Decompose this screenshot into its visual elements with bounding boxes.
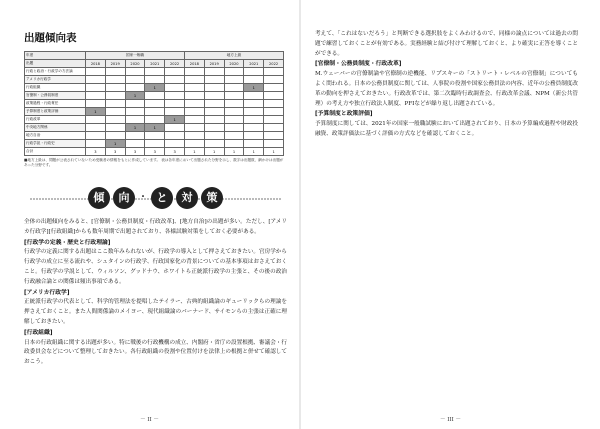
table-cell (244, 140, 264, 148)
table-cell (86, 92, 106, 100)
table-cell (244, 108, 264, 116)
banner-title (88, 187, 223, 209)
table-cell: 1 (86, 108, 106, 116)
table-cell (204, 132, 224, 140)
table-cell (184, 100, 204, 108)
table-cell (184, 108, 204, 116)
table-cell: 3 (105, 148, 125, 156)
table-cell (244, 100, 264, 108)
table-cell (86, 76, 106, 84)
table-cell (86, 100, 106, 108)
table-row (25, 92, 284, 100)
row-label: 行政学説・行政史 (25, 140, 86, 148)
table-cell (125, 108, 145, 116)
table-cell (244, 92, 264, 100)
table-row (25, 116, 284, 124)
table-cell (165, 92, 185, 100)
section-heading: [予算制度と政策評価] (315, 111, 373, 118)
intro-paragraph: 全体の出題傾向をみると、[官僚制・公務員制度・行政改革]、[地方自治]の出題が多い。ただし、[アメリカ行政学][行政組織]からも数年周期で出題されており、各様試験対策をしておく必要がある。 (24, 219, 287, 235)
left-sections (24, 239, 287, 368)
table-cell (224, 108, 244, 116)
table-cell: 1 (145, 84, 165, 92)
table-cell (86, 84, 106, 92)
page-title: 出題傾向表 (24, 32, 77, 44)
table-cell (244, 132, 264, 140)
row-label: 行政組織 (25, 84, 86, 92)
table-cell (184, 140, 204, 148)
year-header: 2021 (244, 60, 264, 68)
table-cell: 1 (204, 148, 224, 156)
table-cell (105, 116, 125, 124)
table-cell (264, 108, 284, 116)
row-label: 官僚制・公務員制度 (25, 92, 86, 100)
table-cell (125, 100, 145, 108)
section-heading: [行政学の定義・歴史と行政理論] (24, 239, 111, 246)
table-cell (244, 68, 264, 76)
banner-separator: ・ (138, 192, 148, 203)
year-header: 2022 (165, 60, 185, 68)
table-cell (264, 76, 284, 84)
banner-char: 対 (176, 187, 198, 209)
table-cell: 3 (145, 148, 165, 156)
table-cell (105, 92, 125, 100)
table-cell (184, 132, 204, 140)
right-intro-paragraph: 考えて、「これはないだろう」と判断できる選択肢をよくみわけるので、同様の論点については過去の問題で練習しておくことが有効である。実務経験と結び付けて理解しておくと、より確実に正答を導くことができる。 (315, 31, 578, 57)
table-row (25, 84, 284, 92)
table-cell (224, 140, 244, 148)
table-cell: 1 (244, 148, 264, 156)
table-cell (165, 76, 185, 84)
section-body: 日本の行政組織に関する出題が多い。特に戦後の行政機構の成立、内閣府・省庁の設置根拠、審議会・行政委員会などについて整理しておきたい。各行政組織の役割や位置付けを法律上の根拠と併せて確認しておこう。 (24, 339, 287, 366)
table-cell (165, 100, 185, 108)
table-cell (224, 68, 244, 76)
right-page (301, 0, 600, 429)
table-cell (204, 140, 224, 148)
table-cell (224, 124, 244, 132)
table-cell: 1 (125, 124, 145, 132)
table-cell (145, 132, 165, 140)
table-cell (86, 124, 106, 132)
table-cell (125, 140, 145, 148)
year-header: 2019 (105, 60, 125, 68)
table-cell (264, 116, 284, 124)
section-body: M.ウェーバーの官僚制論や官僚制の逆機能、リプスキーの「ストリート・レベルの官僚制」についてもよく問われる。日本の公務員制度に関しては、人事院の役割や国家公務員法の内容、近年の公務員制度改革の動向を押さえておきたい。行政改革では、第二次臨時行政調査会、行政改革会議、NPM（新公共管理）の考え方や独立行政法人制度、PFIなどが繰り返し出題されている。 (315, 71, 578, 107)
table-cell (105, 100, 125, 108)
banner-char: 向 (113, 187, 135, 209)
table-cell (86, 140, 106, 148)
table-cell (264, 68, 284, 76)
table-cell (204, 68, 224, 76)
table-cell: 1 (125, 92, 145, 100)
year-header: 2022 (264, 60, 284, 68)
trend-table (24, 51, 284, 156)
section-body: 行政学の定義に関する出題はここ数年みられないが、行政学の導入として押さえておきたい。官房学から行政学の成立に至る流れや、シュタインの行政学、行政国家化の背景についての基本事項はおさえておくこと。行政学の学説として、ウィルソン、グッドナウ、ホワイトら正統派行政学の主張と、その後の政治行政融合論との関係は頻出事項である。 (24, 249, 287, 285)
table-cell (145, 116, 165, 124)
table-cell (244, 116, 264, 124)
row-label: 政策過程・行政責任 (25, 100, 86, 108)
table-cell: 3 (165, 148, 185, 156)
table-cell (125, 68, 145, 76)
table-cell (165, 124, 185, 132)
table-cell (224, 92, 244, 100)
table-cell (204, 100, 224, 108)
row-label: 地方自治 (25, 132, 86, 140)
row-label: 合計 (25, 148, 86, 156)
year-header: 2020 (224, 60, 244, 68)
table-cell: 3 (125, 148, 145, 156)
table-cell (165, 68, 185, 76)
table-cell (224, 100, 244, 108)
table-cell (184, 116, 204, 124)
table-row (25, 76, 284, 84)
table-cell (105, 108, 125, 116)
year-header: 2018 (86, 60, 106, 68)
table-cell: 1 (184, 148, 204, 156)
table-cell (244, 76, 264, 84)
table-cell (145, 92, 165, 100)
table-cell (105, 132, 125, 140)
table-cell (204, 92, 224, 100)
table-row (25, 132, 284, 140)
row-label: アメリカ行政学 (25, 76, 86, 84)
page-number-right: － III － (439, 417, 461, 423)
row-label: 行政と政治・行政学の方法論 (25, 68, 86, 76)
table-cell (264, 140, 284, 148)
table-cell (86, 68, 106, 76)
table-cell (224, 132, 244, 140)
table-cell (224, 76, 244, 84)
table-cell (184, 68, 204, 76)
table-cell (125, 132, 145, 140)
table-cell (184, 92, 204, 100)
left-page (0, 0, 299, 429)
corner-top: 年度 (25, 52, 86, 60)
table-cell (204, 108, 224, 116)
year-header: 2020 (125, 60, 145, 68)
table-cell (165, 132, 185, 140)
row-label: 行政改革 (25, 116, 86, 124)
table-cell (86, 132, 106, 140)
table-cell (125, 116, 145, 124)
table-cell: 1 (105, 140, 125, 148)
table-cell (184, 76, 204, 84)
page-number-left: － II － (140, 417, 159, 423)
table-cell (145, 108, 165, 116)
table-cell (105, 124, 125, 132)
trend-table-group-row (25, 52, 284, 60)
table-cell: 1 (145, 124, 165, 132)
table-cell (204, 84, 224, 92)
table-cell: 1 (224, 148, 244, 156)
table-row (25, 124, 284, 132)
table-note: ■地方上級は、問題が公表されていないため受験者の情報をもとに作成しています。 表は各年度において出題された分野を示し、数字は出題数、網かけは出題があった分野です。 (24, 158, 284, 167)
table-cell: 1 (264, 148, 284, 156)
table-cell: 3 (86, 148, 106, 156)
table-cell (264, 100, 284, 108)
section-heading: [行政組織] (24, 329, 53, 336)
banner-char: と (151, 187, 173, 209)
section-body: 正統派行政学の代表として、科学的管理法を提唱したテイラー、古典的組織論のギューリックらの理論を押さえておくこと。また人間関係論のメイヨー、現代組織論のバーナード、サイモンらの主張は正確に理解しておきたい。 (24, 299, 287, 325)
table-cell: 1 (244, 84, 264, 92)
table-cell (145, 68, 165, 76)
year-header: 2019 (204, 60, 224, 68)
table-row (25, 100, 284, 108)
corner-bottom: 出題 (25, 60, 86, 68)
section-heading: [官僚制・公務員制度・行政改革] (315, 61, 402, 68)
table-cell (105, 76, 125, 84)
table-cell (224, 116, 244, 124)
table-cell (125, 76, 145, 84)
section-heading: [アメリカ行政学] (24, 289, 70, 296)
table-row (25, 148, 284, 156)
banner-char: 策 (201, 187, 223, 209)
group-header-2: 地方上級 (184, 52, 283, 60)
trend-table-body (25, 68, 284, 156)
table-cell (264, 132, 284, 140)
row-label: 中央地方関係 (25, 124, 86, 132)
table-cell (145, 100, 165, 108)
trend-table-year-row (25, 60, 284, 68)
table-cell (244, 124, 264, 132)
table-cell (264, 124, 284, 132)
table-cell (184, 84, 204, 92)
table-cell (264, 84, 284, 92)
table-cell (204, 76, 224, 84)
table-row (25, 108, 284, 116)
table-cell (165, 140, 185, 148)
banner-char: 傾 (88, 187, 110, 209)
table-row (25, 140, 284, 148)
table-cell (204, 124, 224, 132)
table-cell (145, 140, 165, 148)
table-cell (86, 116, 106, 124)
table-row (25, 68, 284, 76)
year-header: 2018 (184, 60, 204, 68)
table-cell (105, 84, 125, 92)
section-body: 予算制度に関しては、2021年の国家一般職試験において出題されており、日本の予算編成過程や財政投融資、政策評価法に基づく評価の方式などを確認しておくこと。 (315, 121, 578, 137)
table-cell (224, 84, 244, 92)
section-banner (24, 186, 287, 212)
table-cell (165, 108, 185, 116)
table-cell: 1 (165, 116, 185, 124)
table-cell (105, 68, 125, 76)
group-header-1: 国家一般職 (86, 52, 185, 60)
year-header: 2021 (145, 60, 165, 68)
table-cell (145, 76, 165, 84)
row-label: 予算制度と政策評価 (25, 108, 86, 116)
table-cell (264, 92, 284, 100)
table-cell (184, 124, 204, 132)
table-cell (125, 84, 145, 92)
right-sections (315, 60, 578, 139)
table-cell (204, 116, 224, 124)
table-cell (165, 84, 185, 92)
